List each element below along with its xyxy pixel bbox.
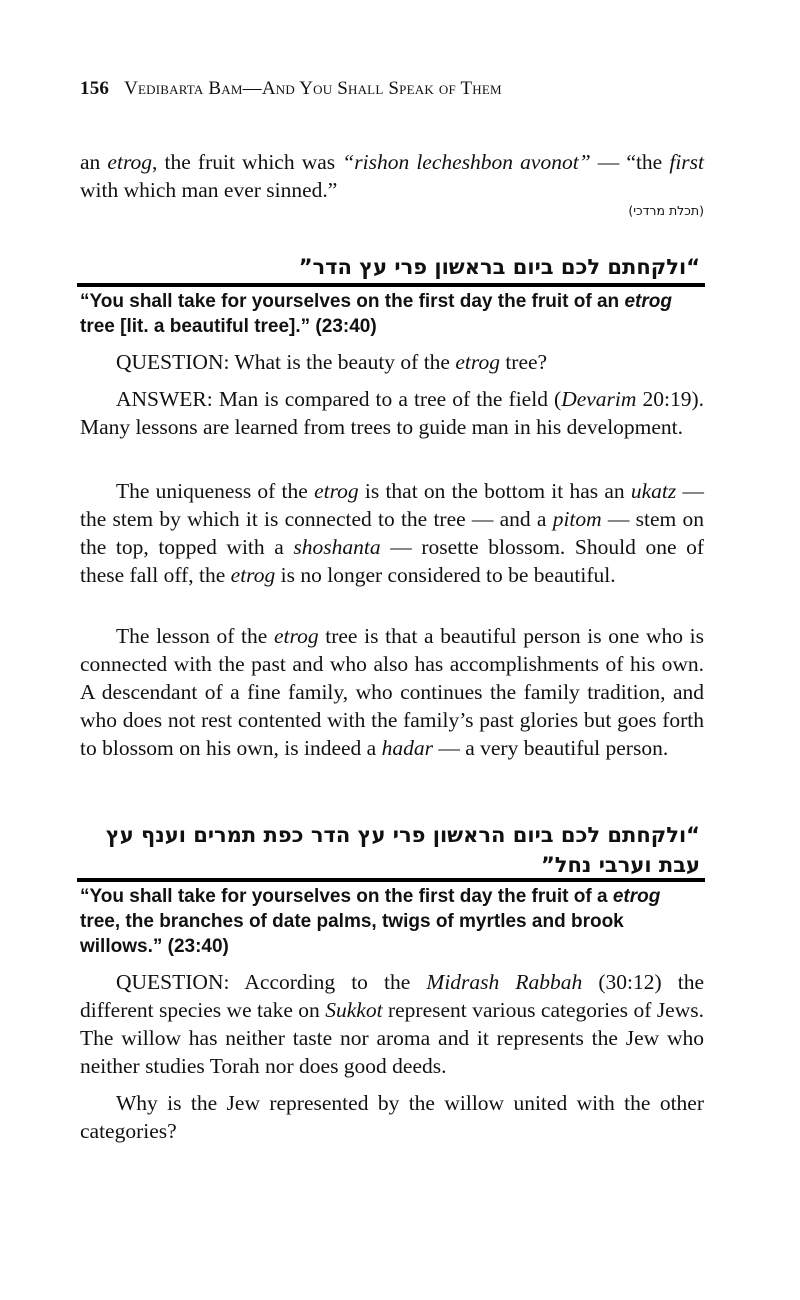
question-paragraph: QUESTION: According to the Midrash Rabbah (30:12) the different species we take on Sukkot represent various categories of Jews. The willow has neither taste nor aroma and it represents the Jew who neither studies Torah nor does good deeds. <box>80 970 705 1078</box>
page-number: 156 <box>80 78 110 99</box>
body-paragraph: Why is the Jew represented by the willow united with the other categories? <box>80 1091 704 1143</box>
hebrew-verse-line: “ולקחתם לכם ביום הראשון פרי עץ הדר כפת תמרים וענף עץ <box>105 823 700 847</box>
body-paragraph: The uniqueness of the etrog is that on the bottom it has an ukatz — the stem by which it is connected to the tree — and a pitom — stem on the top, topped with a shoshanta — rosette blossom. Should one of these fall off, the etrog is no longer considered to be beautiful. <box>80 479 705 587</box>
english-verse-heading: “You shall take for yourselves on the first day the fruit of an etrog tree [lit. a beautiful tree].” (23:40) <box>80 291 672 337</box>
source-citation: (תכלת מרדכי) <box>628 203 704 218</box>
hebrew-verse-heading <box>80 820 700 880</box>
continuation-paragraph <box>80 148 704 204</box>
answer-paragraph: ANSWER: Man is compared to a tree of the field (Devarim 20:19). Many lessons are learned from trees to guide man in his development. <box>80 387 704 439</box>
question-paragraph: QUESTION: What is the beauty of the etrog tree? <box>116 350 548 374</box>
heading-rule <box>77 283 705 287</box>
continuation-text: an etrog, the fruit which was “rishon lecheshbon avonot” — “the first with which man ever sinned.” <box>80 150 705 202</box>
running-head <box>80 78 502 100</box>
book-title: Vedibarta Bam—And You Shall Speak of Them <box>124 78 502 99</box>
hebrew-verse-heading: “ולקחתם לכם ביום בראשון פרי עץ הדר” <box>298 255 700 279</box>
body-paragraph: The lesson of the etrog tree is that a beautiful person is one who is connected with the past and who also has accomplishments of his own. A descendant of a fine family, who continues the family tradition, and who does not rest contented with the family’s past glories but goes forth to blossom on his own, is indeed a hadar — a very beautiful person. <box>80 624 705 760</box>
hebrew-verse-line: עבת וערבי נחל” <box>540 853 700 877</box>
heading-rule <box>77 878 705 882</box>
english-verse-heading: “You shall take for yourselves on the first day the fruit of a etrog tree, the branches of date palms, twigs of myrtles and brook willows.” (23:40) <box>80 886 661 957</box>
